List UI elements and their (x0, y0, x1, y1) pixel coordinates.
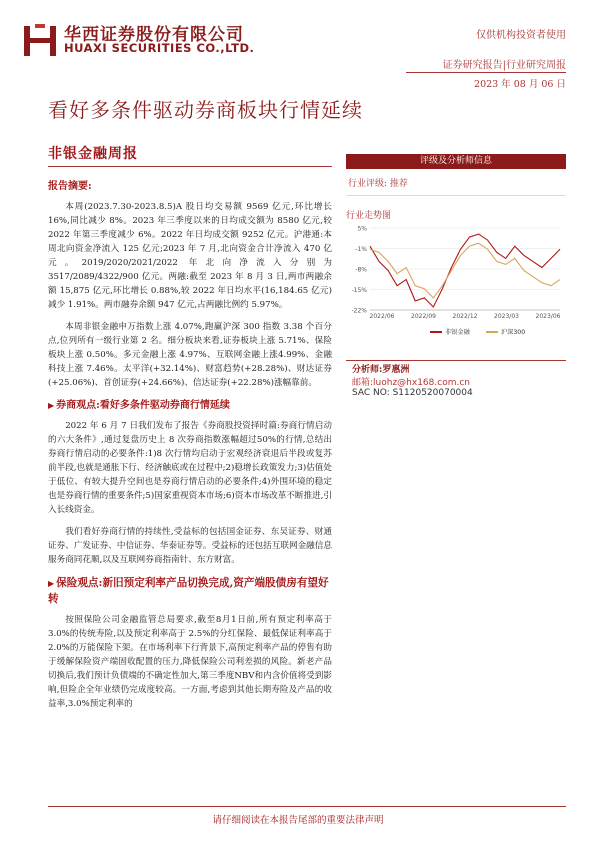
header-divider (406, 72, 566, 73)
summary-paragraph-2: 本周非银金融申万指数上涨 4.07%,跑赢沪深 300 指数 3.38 个百分点,位列所有一级行业第 2 名。细分板块来看,证券板块上涨 5.71%、保险板块上涨 0.50%。多元金融上涨 4.97%、互联网金融上涨4.99%、金融科技上涨 7.46%。太平洋(+32.14%)、财富趋势(+28.28%)、财达证券(+25.06%)、首创证券(+24.66%)、信达证券(+22.28%)涨幅靠前。 (48, 322, 332, 388)
chart-legend (430, 328, 525, 336)
x-tick-label: 2022/09 (411, 313, 436, 320)
industry-rating (346, 176, 566, 189)
broker-paragraph-1: 2022 年 6 月 7 日我们发布了报告《券商股投资择时篇:券商行情启动的六大条件》,通过复盘历史上 8 次券商指数涨幅超过50%的行情,总结出券商行情启动的必要条件:1)8 次行情均启动于宏观经济衰退后半段或复苏前半段,也就是通胀下行、经济触底或在过程中;2)稳增长政策发力;3)估值处于低位、有较大提升空间也是券商行情启动的必要条件;4)外围环境的稳定也是券商行情的重要条件;5)国家重视资本市场;6)资本市场改革不断推进,引入长线资金。 (48, 421, 332, 515)
analyst-name: 分析师:罗惠洲 (352, 365, 410, 375)
rating-box-header: 评级及分析师信息 (346, 154, 566, 169)
footer-disclaimer: 请仔细阅读在本报告尾部的重要法律声明 (212, 815, 384, 826)
legend-label: 沪深300 (501, 329, 526, 336)
y-tick-label: -8% (355, 266, 367, 274)
main-content (48, 176, 332, 715)
x-tick-label: 2023/03 (494, 313, 519, 320)
summary-heading: 报告摘要: (48, 181, 92, 192)
analyst-email: 邮箱:luohz@hx168.com.cn (352, 378, 470, 388)
triangle-icon: ▶ (48, 400, 55, 410)
report-title: 看好多条件驱动券商板块行情延续 (48, 98, 363, 122)
report-category: 证券研究报告|行业研究周报 (442, 60, 566, 71)
y-tick-label: 5% (357, 225, 367, 233)
series-line-0 (370, 234, 560, 307)
chart-x-ticks (370, 313, 561, 320)
rating-label: 行业评级: (348, 179, 388, 189)
chart-y-ticks (351, 226, 367, 315)
title-divider (48, 166, 332, 167)
y-tick-label: -15% (351, 287, 367, 294)
y-tick-label: -22% (351, 307, 367, 315)
company-name-cn: 华西证券股份有限公司 (64, 25, 244, 45)
industry-trend-chart (346, 222, 566, 340)
y-tick-label: -1% (355, 246, 367, 253)
chart-series (370, 234, 560, 307)
rating-divider (346, 195, 566, 196)
x-tick-label: 2023/06 (535, 313, 561, 320)
broker-paragraph-2: 我们看好券商行情的持续性,受益标的包括国金证券、东吴证券、财通证券、广发证券、中信证券、华泰证券等。受益标的还包括互联网金融信息服务商同花顺,以及互联网券商指南针、东方财富。 (48, 527, 332, 565)
footer-divider (48, 806, 566, 807)
rating-value: 推荐 (389, 179, 408, 189)
insurance-paragraph-1: 按照保险公司金融监管总局要求,截至8月1日前,所有预定利率高于 3.0%的传统寿险,以及预定利率高于 2.5%的分红保险、最低保证利率高于 2.0%的万能保险下架。在市场利率下行背景下,高预定利率产品的停售有助于缓解保险资产端固收配置的压力,降低保险公司利差损的风险。新老产品切换后,我们预计负债端的不确定性加大,第三季度NBV和内含价值将受到影响,但险企全年业绩仍完成度较高。一方面,考虑到其他长期寿险及产品的收益率,3.0%预定利率的 (48, 615, 332, 709)
triangle-icon: ▶ (48, 578, 55, 588)
chart-title: 行业走势图 (346, 211, 392, 221)
insurance-heading (48, 575, 332, 607)
insurance-heading-text: 保险观点:新旧预定利率产品切换完成,资产端股债房有望好转 (48, 577, 329, 605)
broker-heading-text: 券商观点:看好多条件驱动券商行情延续 (56, 400, 230, 411)
company-name-en: HUAXI SECURITIES CO.,LTD. (64, 41, 255, 55)
x-tick-label: 2022/06 (369, 313, 395, 320)
company-logo (22, 22, 58, 58)
summary-paragraph-1: 本周(2023.7.30-2023.8.5)A 股日均交易额 9569 亿元,环比增长 16%,同比减少 8%。2023 年三季度以来的日均成交额为 8580 亿元,较 2022 年第三季度减少 6%。2022 年日均成交额 9252 亿元。沪港通:本周北向资金净流入 125 亿元;2023 年 7 月,北向资金合计净流入 470 亿元。2019/2020/2021/2022 年北向净流入分别为 3517/2089/4322/900 亿元。两融:截至 2023 年 8 月 3 日,两市两融余额 15,875 亿元,环比增长 0.88%,较 2022 年日均水平(16,184.65 亿元)减少 1.91%。两市融券余额 947 亿元,占两融比例约 5.97%。 (48, 202, 332, 310)
analyst-divider (346, 360, 566, 361)
report-subtitle: 非银金融周报 (48, 146, 138, 162)
legend-label: 非银金融 (445, 329, 470, 336)
x-tick-label: 2022/12 (452, 313, 478, 320)
analyst-sac-number: SAC NO: S1120520070004 (352, 388, 473, 398)
broker-heading (48, 398, 332, 413)
chart-grid (370, 228, 560, 310)
report-date: 2023 年 08 月 06 日 (474, 79, 566, 90)
audience-note: 仅供机构投资者使用 (476, 30, 566, 41)
